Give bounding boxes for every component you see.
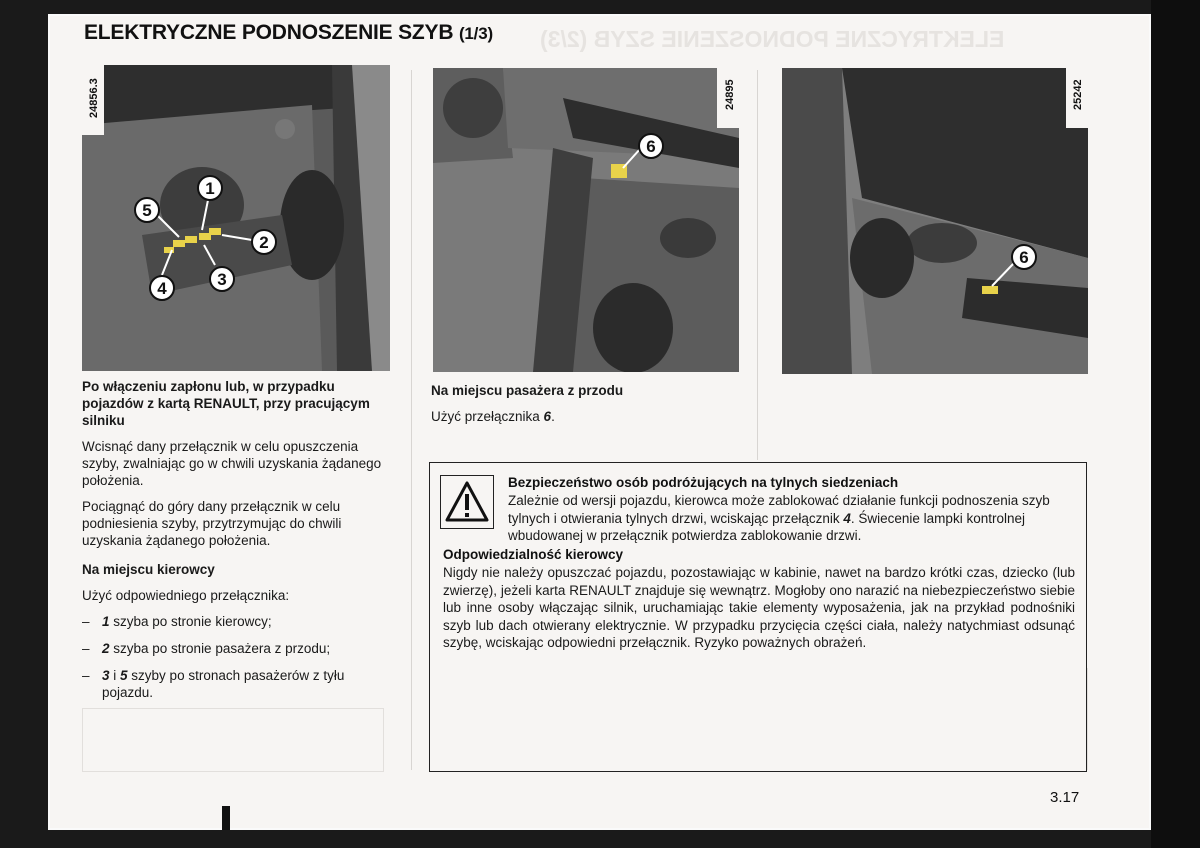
driver-door-photo xyxy=(82,65,390,371)
bleed-through-box xyxy=(82,708,384,772)
passenger-heading: Na miejscu pasażera z przodu xyxy=(431,383,624,398)
callout-6-rear xyxy=(1012,245,1036,269)
warning-icon xyxy=(440,475,494,529)
driver-intro: Użyć odpowiedniego przełącznika: xyxy=(82,588,290,603)
image-code-3: 25242 xyxy=(1072,79,1084,110)
page-number: 3.17 xyxy=(1050,789,1080,806)
raising-instruction: Pociągnąć do góry dany przełącznik w celu podniesienia szyby, przytrzymując do chwili uzyskania żądanego położenia. xyxy=(82,499,342,548)
rear-door-photo xyxy=(782,68,1088,374)
middle-column xyxy=(431,382,731,434)
title-part: (1/3) xyxy=(458,24,493,43)
warning-lock-text: Zależnie od wersji pojazdu, kierowca może zablokować działanie funkcji podnoszenia szyb tylnych i otwierania tylnych drzwi, wciskając przełącznik 4. Świecenie lampki kontrolnej wbudowanej w przełącznik potwierdza zablokowanie drzwi. xyxy=(508,493,1050,543)
driver-responsibility-text: Nigdy nie należy opuszczać pojazdu, pozostawiając w kabinie, nawet na bardzo krótki czas, dziecko (lub zwierzę), jeżeli karta RENAULT znajduje się wewnątrz. Mogłoby ono narazić na niebezpieczeństwo siebie lub inne osoby włączając silnik, uruchamiając takie elementy wyposażenia, jak na przykład podnośniki szyb lub dach otwierany elektrycznie. W przypadku przycięcia części ciała, należy natychmiast odsunąć szybę, wciskając odpowiedni przełącznik. Ryzyko poważnych obrażeń. xyxy=(443,565,1075,650)
warning-heading: Bezpieczeństwo osób podróżujących na tylnych siedzeniach xyxy=(508,475,899,490)
svg-text:5: 5 xyxy=(142,201,152,220)
svg-text:1: 1 xyxy=(205,179,215,198)
passenger-instruction: Użyć przełącznika 6. xyxy=(431,409,555,424)
image-code-1: 24856.3 xyxy=(88,78,100,118)
svg-text:6: 6 xyxy=(1019,248,1029,267)
callout-1 xyxy=(198,176,222,200)
section-marker xyxy=(222,806,230,830)
warning-box xyxy=(429,462,1087,772)
callout-4 xyxy=(150,276,174,300)
column-rule-2 xyxy=(757,70,758,460)
driver-responsibility-heading: Odpowiedzialność kierowcy xyxy=(443,547,624,562)
callout-3 xyxy=(210,267,234,291)
svg-text:2: 2 xyxy=(259,233,269,252)
list-item: – 2 szyba po stronie pasażera z przodu; xyxy=(82,641,331,656)
left-column xyxy=(82,378,388,711)
image-code-2: 24895 xyxy=(724,79,736,110)
callout-2 xyxy=(252,230,276,254)
driver-seat-heading: Na miejscu kierowcy xyxy=(82,562,215,577)
list-item: – 3 i 5 szyby po stronach pasażerów z tyłu pojazdu. xyxy=(82,668,345,700)
title-text: ELEKTRYCZNE PODNOSZENIE SZYB xyxy=(84,21,454,44)
lowering-instruction: Wcisnąć dany przełącznik w celu opuszczenia szyby, zwalniając go w chwili uzyskania żądanego położenia. xyxy=(82,439,382,488)
column-rule xyxy=(411,70,412,770)
svg-text:6: 6 xyxy=(646,137,656,156)
callout-5 xyxy=(135,198,159,222)
svg-text:3: 3 xyxy=(217,270,227,289)
page-title xyxy=(84,21,493,45)
page-edge-shadow xyxy=(1151,0,1200,848)
ignition-heading: Po włączeniu zapłonu lub, w przypadku pojazdów z kartą RENAULT, przy pracującym silniku xyxy=(82,379,370,428)
svg-text:4: 4 xyxy=(157,279,167,298)
passenger-door-photo xyxy=(433,68,739,372)
list-item: – 1 szyba po stronie kierowcy; xyxy=(82,614,272,629)
callout-6-passenger xyxy=(639,134,663,158)
bleed-through-title: ELEKTRYCZNE PODNOSZENIE SZYB (2/3) xyxy=(540,26,1005,52)
